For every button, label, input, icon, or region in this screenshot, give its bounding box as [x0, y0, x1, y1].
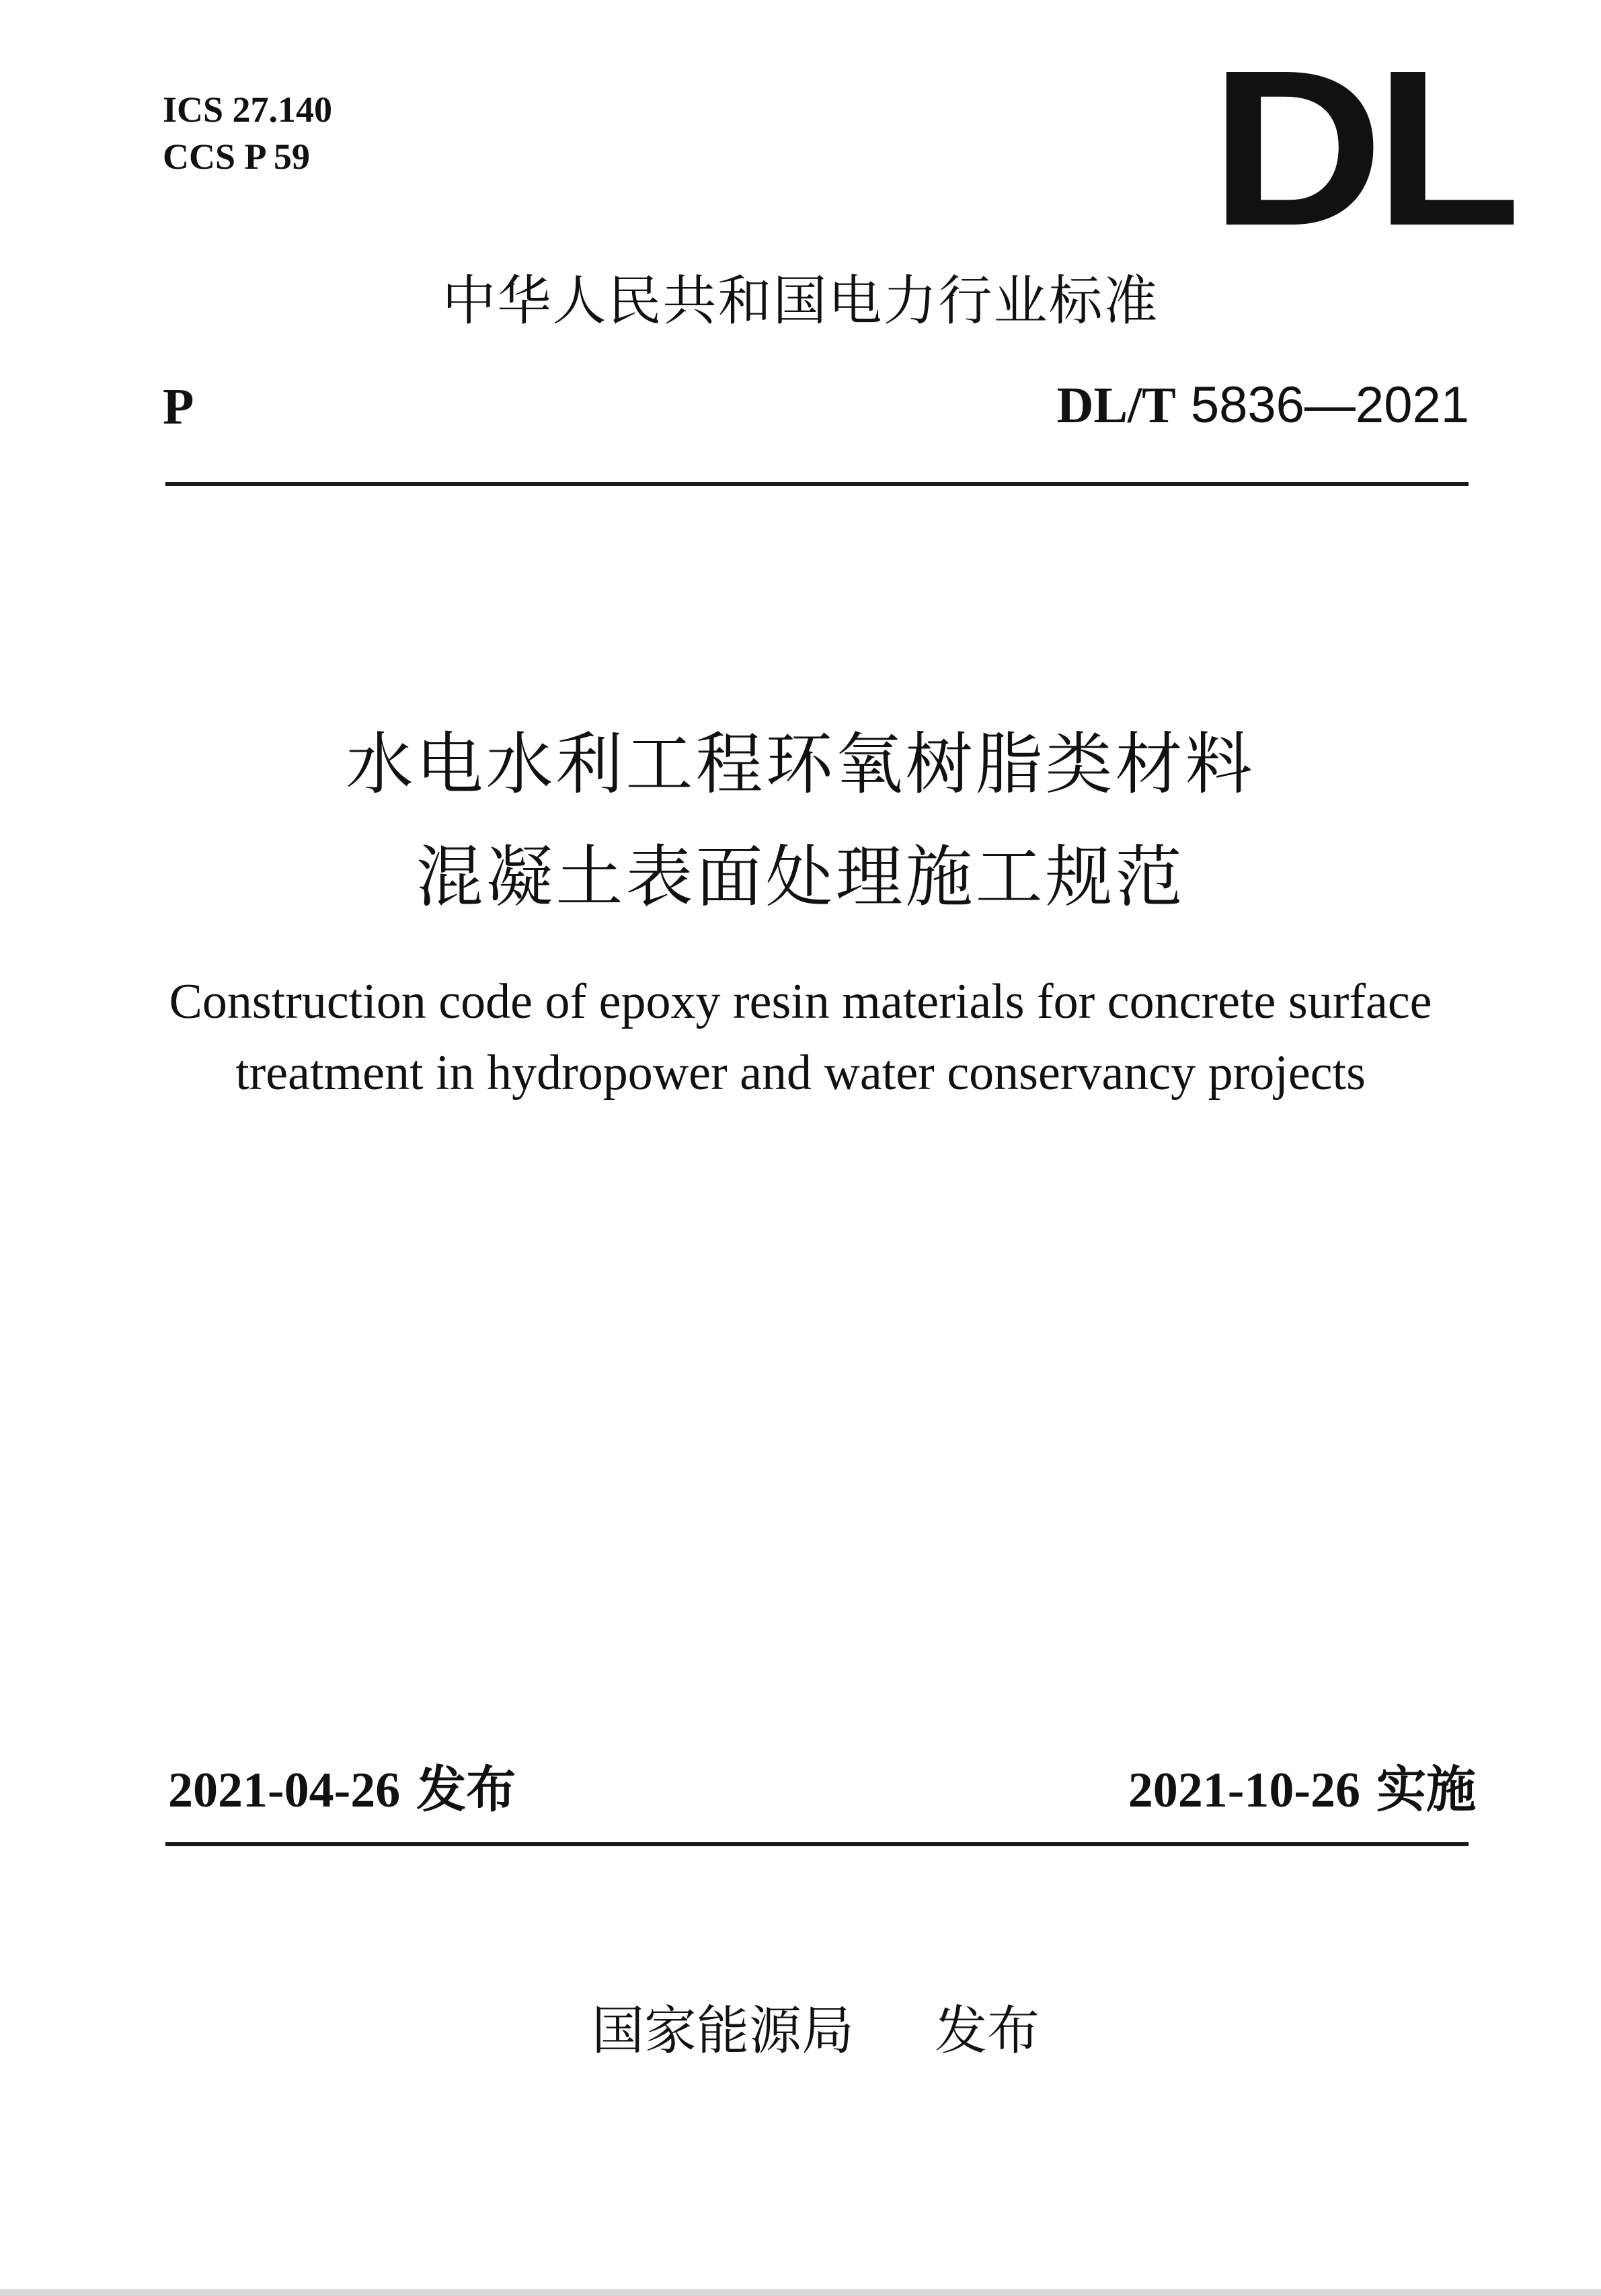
issuer-action: 发布	[935, 2001, 1040, 2061]
standard-number-value: 5836—2021	[1190, 377, 1469, 434]
ccs-code: CCS P 59	[163, 136, 311, 177]
standard-type-heading: 中华人民共和国电力行业标准	[442, 270, 1159, 332]
title-en-line-1: Construction code of epoxy resin materials for concrete surface	[169, 974, 1432, 1029]
title-en-line-2: treatment in hydropower and water conservancy projects	[235, 1045, 1366, 1101]
implement-label: 实施	[1376, 1761, 1476, 1819]
classification-codes	[163, 86, 332, 180]
implement-date-block	[1128, 1756, 1476, 1824]
issue-label: 发布	[416, 1761, 516, 1819]
bottom-divider	[165, 1842, 1469, 1846]
ics-code: ICS 27.140	[163, 89, 333, 130]
issuer-line	[592, 1994, 1040, 2068]
title-cn-line-2: 混凝土表面处理施工规范	[416, 838, 1185, 916]
issuer-name: 国家能源局	[592, 2001, 855, 2061]
dl-logo: DL	[1210, 24, 1513, 272]
implement-date: 2021-10-26	[1128, 1763, 1360, 1818]
scan-edge	[0, 2289, 1601, 2296]
standard-number-prefix: DL/T	[1056, 377, 1176, 434]
title-cn-line-1: 水电水利工程环氧树脂类材料	[346, 725, 1255, 803]
standard-number	[1056, 373, 1469, 438]
top-divider	[165, 482, 1469, 486]
issue-date: 2021-04-26	[168, 1763, 401, 1818]
classification-letter: P	[163, 379, 194, 435]
issue-date-block	[168, 1756, 516, 1824]
